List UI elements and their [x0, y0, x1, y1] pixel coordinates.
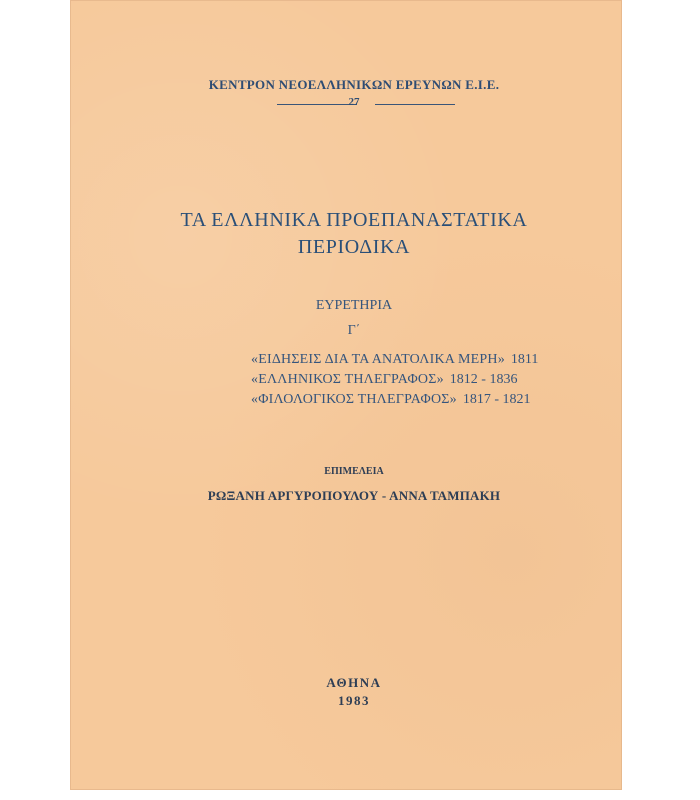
periodical-years: 1817 - 1821: [462, 392, 531, 407]
periodical-item: [251, 390, 538, 410]
periodicals-list: [251, 350, 538, 410]
editors-names: ΡΩΞΑΝΗ ΑΡΓΥΡΟΠΟΥΛΟΥ - ΑΝΝΑ ΤΑΜΠΑΚΗ: [207, 488, 501, 503]
editing-label: ΕΠΙΜΕΛΕΙΑ: [324, 466, 384, 477]
publication-place: ΑΘΗΝΑ: [326, 675, 382, 690]
periodical-name: «ΕΛΛΗΝΙΚΟΣ ΤΗΛΕΓΡΑΦΟΣ»: [251, 372, 444, 387]
periodical-name: «ΦΙΛΟΛΟΓΙΚΟΣ ΤΗΛΕΓΡΑΦΟΣ»: [251, 392, 457, 407]
series-rule-right: [375, 104, 455, 105]
periodical-years: 1812 - 1836: [449, 372, 518, 387]
book-title-line-1: ΤΑ ΕΛΛΗΝΙΚΑ ΠΡΟΕΠΑΝΑΣΤΑΤΙΚΑ: [180, 209, 528, 231]
publication-year: 1983: [338, 693, 370, 708]
book-subtitle: ΕΥΡΕΤΗΡΙΑ: [315, 298, 393, 313]
volume-number: Γ΄: [347, 323, 361, 338]
periodical-name: «ΕΙΔΗΣΕΙΣ ΔΙΑ ΤΑ ΑΝΑΤΟΛΙΚΑ ΜΕΡΗ»: [251, 352, 505, 367]
periodical-years: 1811: [510, 352, 539, 367]
book-title-line-2: ΠΕΡΙΟΔΙΚΑ: [297, 236, 411, 258]
series-number: 27: [348, 96, 360, 108]
periodical-item: [251, 350, 538, 370]
book-cover: [70, 0, 622, 790]
series-name: ΚΕΝΤΡΟΝ ΝΕΟΕΛΛΗΝΙΚΩΝ ΕΡΕΥΝΩΝ Ε.Ι.Ε.: [208, 77, 500, 92]
periodical-item: [251, 370, 538, 390]
